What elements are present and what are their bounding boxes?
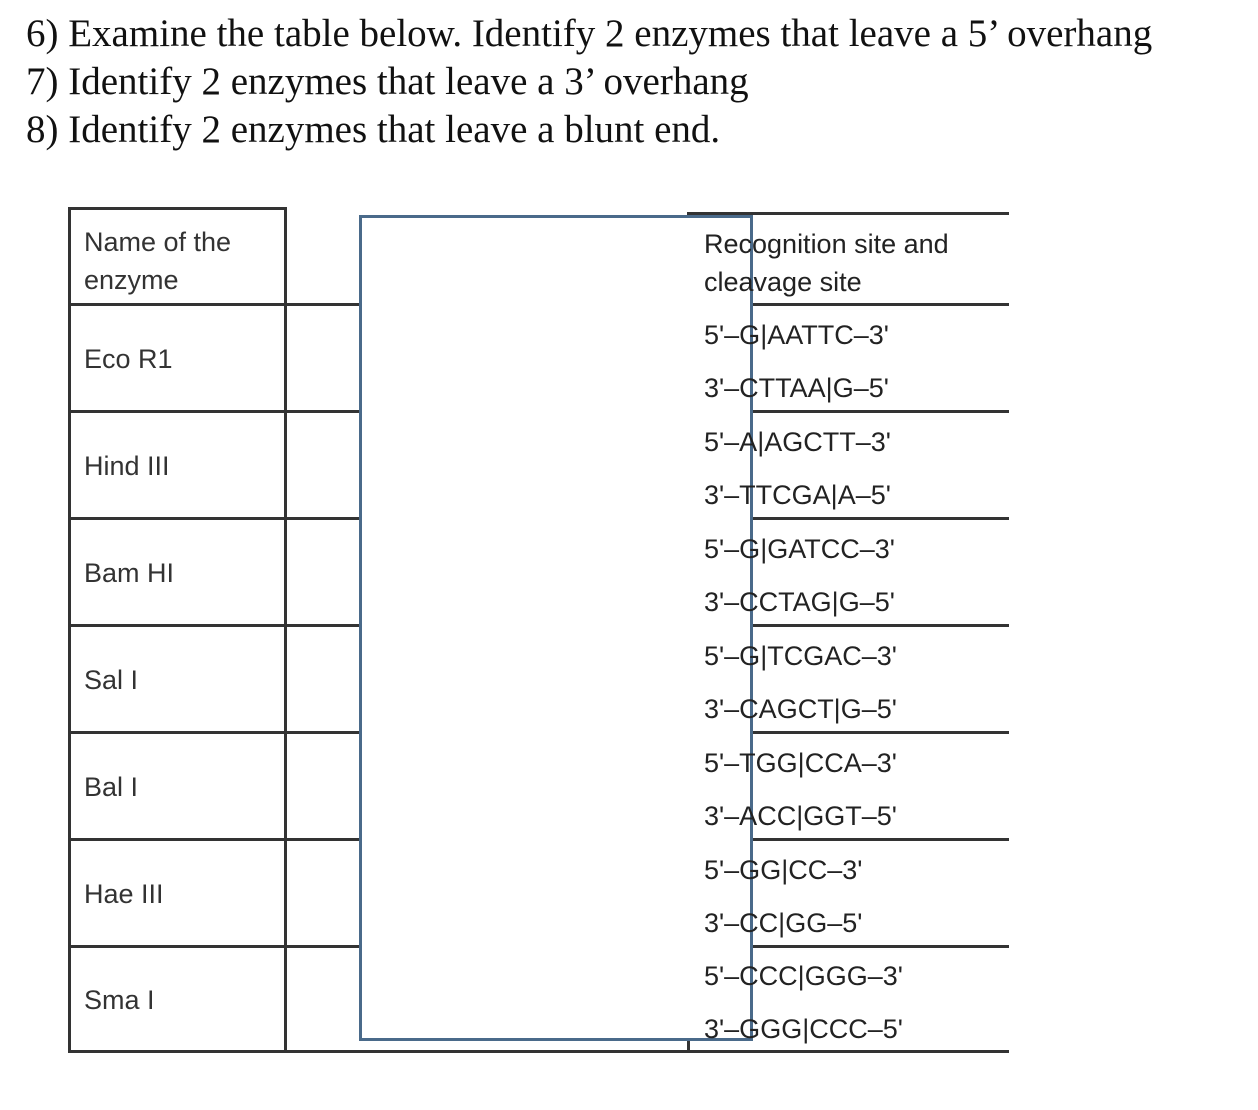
table-divider-1 <box>284 209 287 1053</box>
strand-bottom: 3'–CCTAG|G–5' <box>704 587 895 617</box>
enzyme-name: Bam HI <box>84 558 175 588</box>
strand-top: 5'–TGG|CCA–3' <box>704 748 897 778</box>
enzyme-name: Bal I <box>84 772 139 802</box>
table-border-left <box>68 207 71 1053</box>
cleavage-site <box>704 521 895 627</box>
cleavage-site <box>704 307 889 413</box>
enzyme-name: Sal I <box>84 665 139 695</box>
strand-bottom: 3'–TTCGA|A–5' <box>704 480 891 510</box>
strand-bottom: 3'–CTTAA|G–5' <box>704 373 889 403</box>
strand-bottom: 3'–GGG|CCC–5' <box>704 1014 903 1044</box>
strand-top: 5'–A|AGCTT–3' <box>704 427 891 457</box>
strand-top: 5'–GG|CC–3' <box>704 855 863 885</box>
strand-top: 5'–G|TCGAC–3' <box>704 641 897 671</box>
enzyme-name: Sma I <box>84 985 155 1015</box>
header-site-line-1: Recognition site and <box>704 229 949 259</box>
enzyme-name: Hae III <box>84 879 164 909</box>
cleavage-site <box>704 414 891 520</box>
header-name <box>84 223 231 299</box>
strand-top: 5'–CCC|GGG–3' <box>704 961 903 991</box>
cleavage-site <box>704 842 862 948</box>
cleavage-site <box>704 735 897 841</box>
cleavage-site <box>704 628 897 734</box>
cleavage-site <box>704 948 903 1054</box>
table-border-top-left <box>68 207 287 210</box>
strand-bottom: 3'–CC|GG–5' <box>704 908 863 938</box>
enzyme-name: Eco R1 <box>84 344 173 374</box>
question-7: 7) Identify 2 enzymes that leave a 3’ overhang <box>26 60 749 103</box>
header-name-line-2: enzyme <box>84 265 179 295</box>
strand-top: 5'–G|GATCC–3' <box>704 534 895 564</box>
question-8: 8) Identify 2 enzymes that leave a blunt end. <box>26 108 721 151</box>
enzyme-name: Hind III <box>84 451 170 481</box>
answer-box <box>359 215 753 1041</box>
header-name-line-1: Name of the <box>84 227 232 257</box>
header-site-line-2: cleavage site <box>704 267 862 297</box>
strand-top: 5'–G|AATTC–3' <box>704 320 889 350</box>
strand-bottom: 3'–ACC|GGT–5' <box>704 801 897 831</box>
strand-bottom: 3'–CAGCT|G–5' <box>704 694 897 724</box>
question-6: 6) Examine the table below. Identify 2 enzymes that leave a 5’ overhang <box>26 12 1153 55</box>
enzyme-table <box>68 207 1010 1055</box>
questions <box>26 10 1152 154</box>
header-site <box>704 225 949 301</box>
